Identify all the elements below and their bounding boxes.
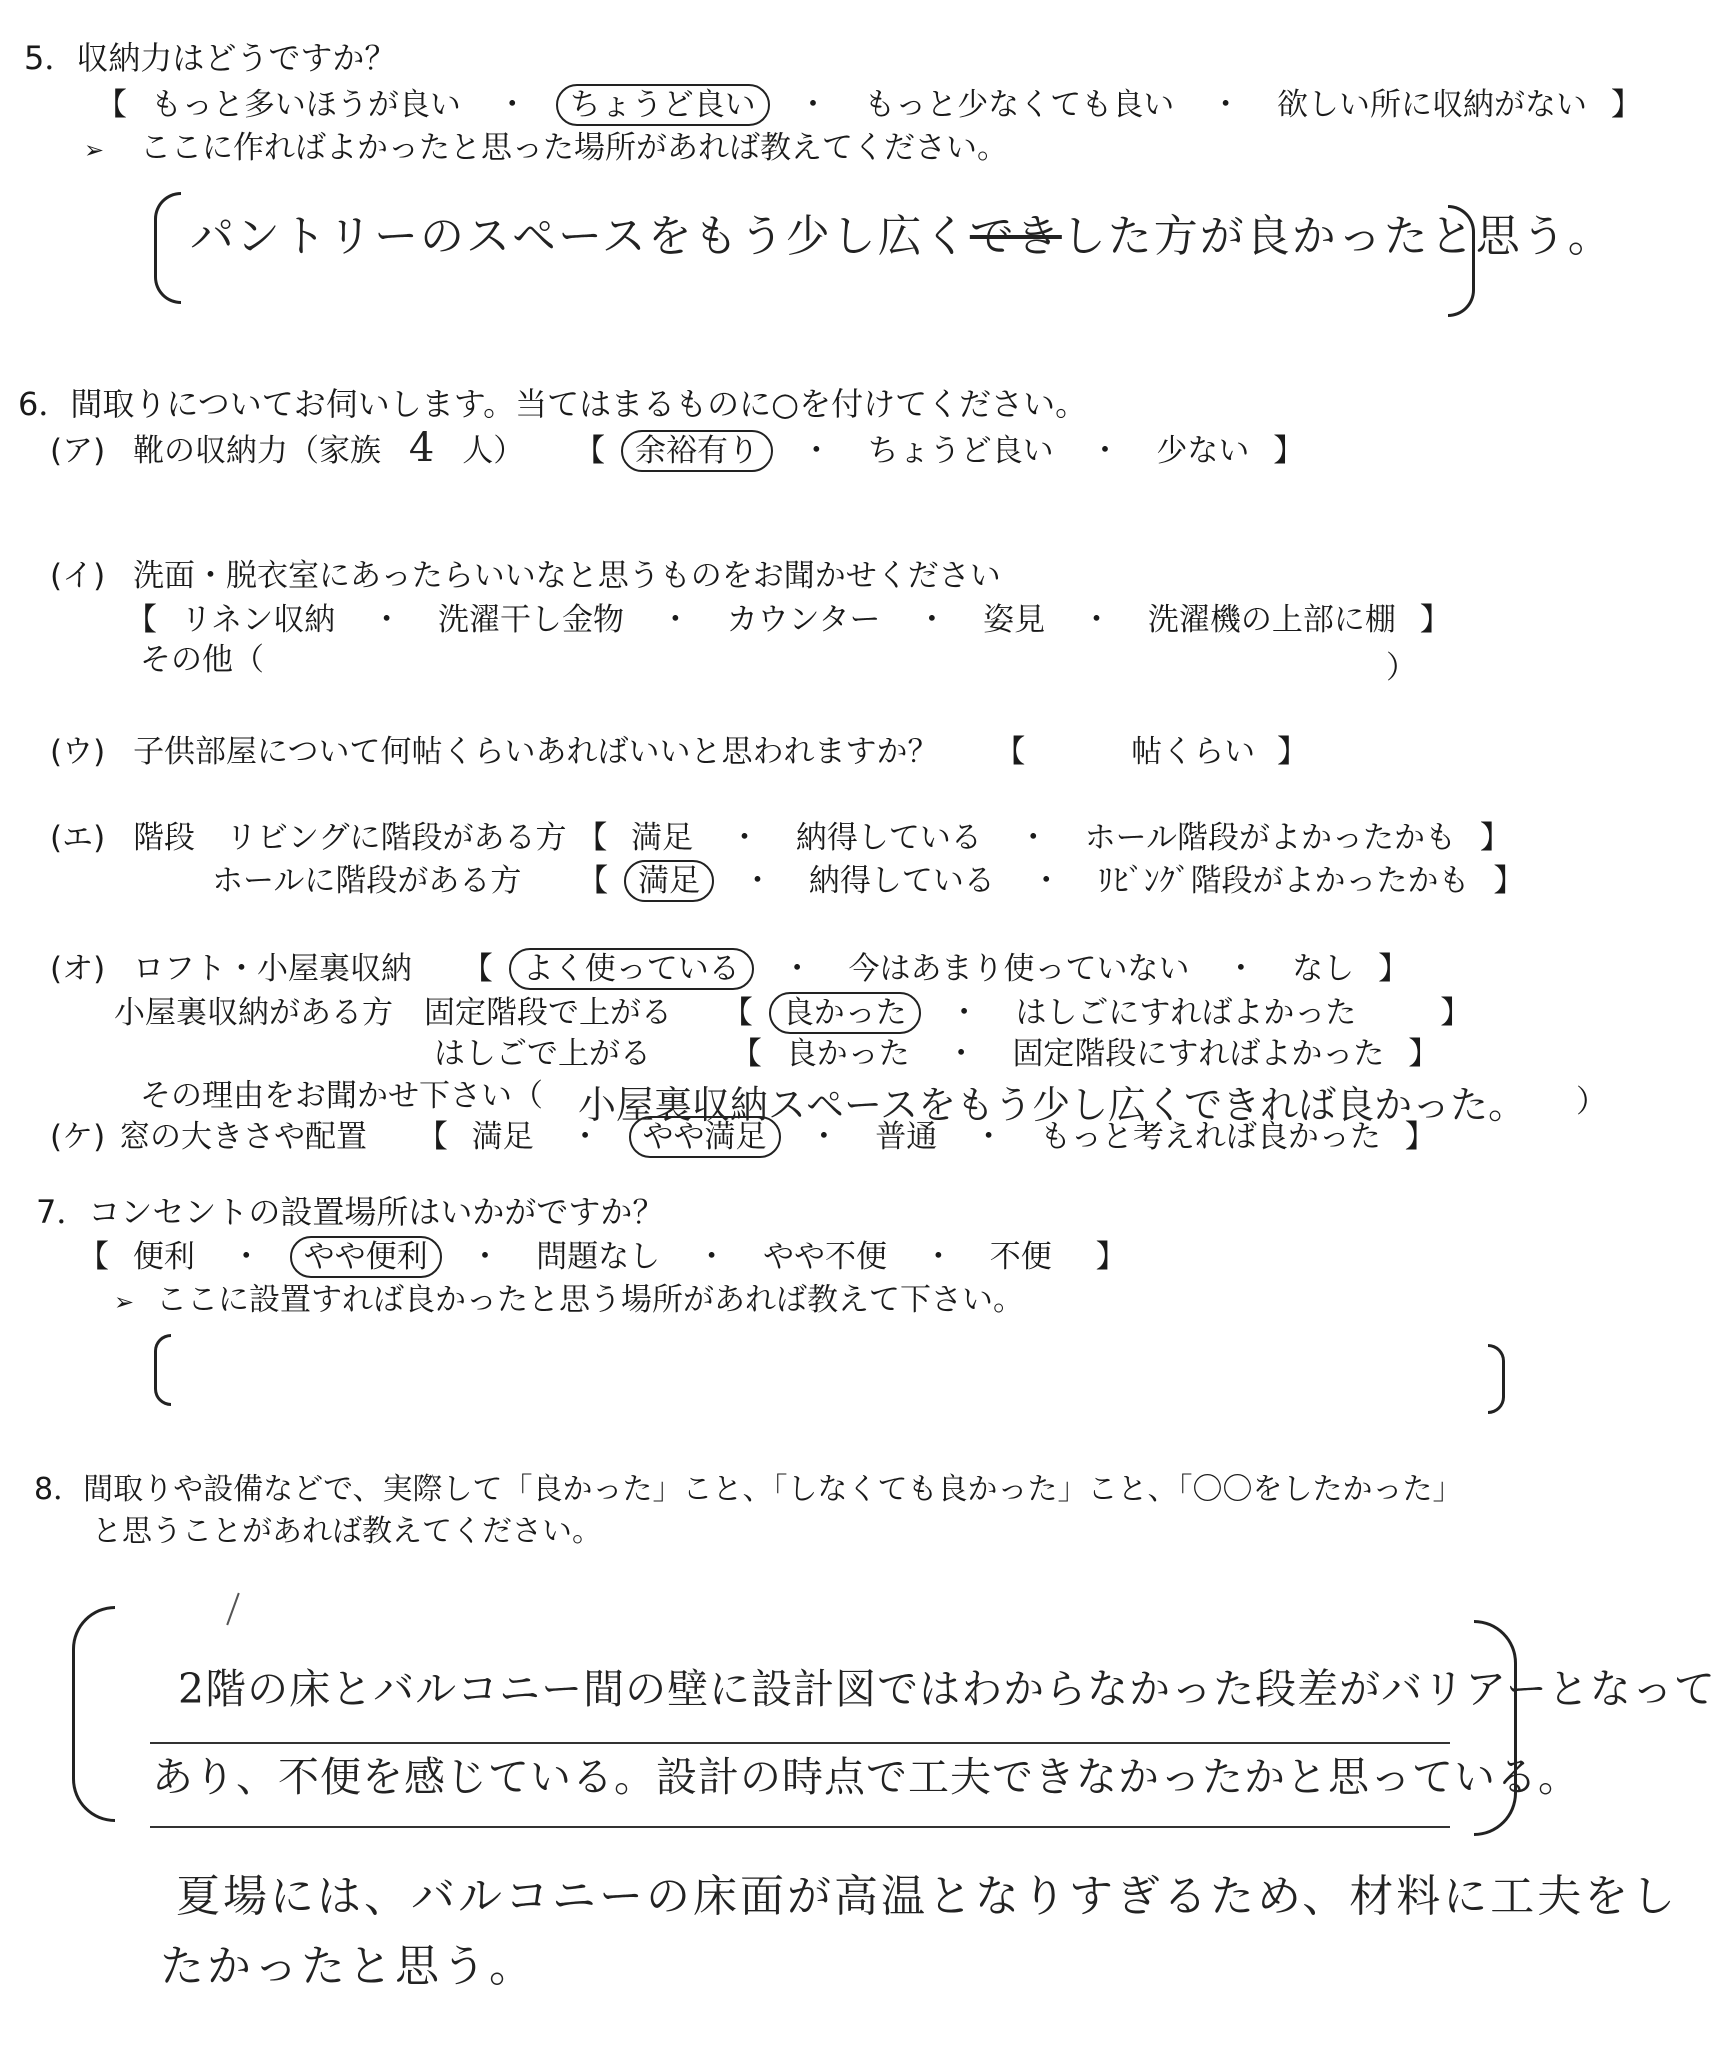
bracket-open: 【 <box>461 951 493 987</box>
q6-e-row1 <box>50 818 1511 858</box>
q6-a-label: (ア) <box>50 433 106 469</box>
q6-i-label: (イ) <box>50 558 106 594</box>
q6-o-sub1-option-ladder[interactable]: はしごにすればよかった <box>1015 995 1357 1031</box>
q5-answer-part-b: した方が良かったと思う。 <box>1061 211 1614 262</box>
q6-e-living-option-satisfied[interactable]: 満足 <box>631 820 694 856</box>
bracket-open: 【 <box>576 820 608 856</box>
q5-answer-part-a: パントリーのスペースをもう少し広く <box>190 211 970 262</box>
bracket-close: 】 <box>1273 433 1305 469</box>
q5-answer-struck: でき <box>969 211 1062 262</box>
separator-dot: ・ <box>1089 433 1121 469</box>
bracket-close: 】 <box>1610 87 1642 123</box>
q6-o-sub1-option-good-selected[interactable]: 良かった <box>769 992 921 1034</box>
bracket-open: 【 <box>574 433 606 469</box>
q6-e-living-option-hall[interactable]: ホール階段がよかったかも <box>1084 820 1456 856</box>
q6-i-other: その他（ <box>140 642 264 678</box>
q6-a-option-few[interactable]: 少ない <box>1156 433 1250 469</box>
separator-dot: ・ <box>230 1239 262 1275</box>
q7-answer-box-left[interactable] <box>154 1334 171 1406</box>
bracket-open: 【 <box>721 995 753 1031</box>
bracket-close: 】 <box>1440 995 1472 1031</box>
q5-handwritten-answer[interactable] <box>190 200 1614 264</box>
q6-o-reason-label: その理由をお聞かせ下さい（ <box>140 1078 543 1114</box>
q8-answer-line2[interactable]: あり、不便を感じている。設計の時点で工夫できなかったかと思っている。 <box>152 1753 1580 1801</box>
q5-prompt <box>84 128 1008 170</box>
q6-o-sub1 <box>114 992 1471 1034</box>
bracket-close: 】 <box>1479 820 1511 856</box>
q6-e-hall-option-living[interactable]: ﾘﾋﾞﾝｸﾞ階段がよかったかも <box>1097 863 1470 899</box>
bracket-close: 】 <box>1277 734 1309 770</box>
bracket-open: 【 <box>78 1239 109 1275</box>
q6-a-option-just-right[interactable]: ちょうど良い <box>867 433 1054 469</box>
q6-e-living-option-accept[interactable]: 納得している <box>795 820 982 856</box>
separator-dot: ・ <box>945 1036 977 1072</box>
q5-option-just-right-selected[interactable]: ちょうど良い <box>556 84 770 126</box>
q7-option-somewhat-inconvenient[interactable]: やや不便 <box>763 1239 888 1275</box>
separator-dot: ・ <box>800 433 832 469</box>
q7-options <box>78 1236 1127 1278</box>
q6-ke-label: (ケ) <box>50 1119 106 1155</box>
q6-i-text: 洗面・脱衣室にあったらいいなと思うものをお聞かせください <box>133 558 1001 594</box>
q6-o-reason-answer[interactable]: 小屋裏収納スペースをもう少し広くできれば良かった。 <box>578 1083 1527 1127</box>
q6-i-option-linen[interactable]: リネン収納 <box>180 602 336 638</box>
arrow-icon: ➢ <box>84 136 105 164</box>
q8-answer-box-left[interactable] <box>72 1606 115 1822</box>
bracket-open: 【 <box>96 87 127 123</box>
q6-o-option-none[interactable]: なし <box>1292 951 1355 987</box>
bracket-open: 【 <box>994 734 1026 770</box>
arrow-icon: ➢ <box>114 1288 135 1316</box>
q8-answer-line3[interactable]: 夏場には、バルコニーの床面が高温となりすぎるため、材料に工夫をし <box>176 1871 1679 1922</box>
q6-o-option-rarely[interactable]: 今はあまり使っていない <box>848 951 1190 987</box>
q7-option-convenient[interactable]: 便利 <box>132 1239 195 1275</box>
bracket-close: 】 <box>1378 951 1410 987</box>
bracket-close: 】 <box>1404 1119 1436 1155</box>
separator-dot: ・ <box>797 87 829 123</box>
q6-u-unit[interactable]: 帖くらい <box>1131 734 1256 770</box>
separator-dot: ・ <box>496 87 528 123</box>
q8-title-line2: と思うことがあれば教えてください。 <box>92 1514 602 1549</box>
q6-ke-row <box>50 1116 1436 1158</box>
q6-a-row <box>50 425 1305 472</box>
bracket-open: 【 <box>416 1119 448 1155</box>
q6-i-option-drying[interactable]: 洗濯干し金物 <box>437 602 624 638</box>
q5-answer-box-left <box>154 192 181 304</box>
separator-dot: ・ <box>741 863 773 899</box>
separator-dot: ・ <box>922 1239 954 1275</box>
separator-dot: ・ <box>948 995 980 1031</box>
q6-i-option-shelf[interactable]: 洗濯機の上部に棚 <box>1147 602 1396 638</box>
bracket-close: 】 <box>1419 602 1451 638</box>
q7-prompt <box>114 1280 1024 1322</box>
q6-o-sub2-text: はしごで上がる <box>434 1036 651 1072</box>
q6-a-family-count[interactable]: 4 <box>408 425 435 471</box>
q6-o-sub1-text: 小屋裏収納がある方 固定階段で上がる <box>114 995 672 1031</box>
q6-o-text: ロフト・小屋裏収納 <box>133 951 413 987</box>
q6-a-option-ample-selected[interactable]: 余裕有り <box>621 430 773 472</box>
answer-underline <box>150 1826 1450 1828</box>
q8-answer-line1[interactable]: 2階の床とバルコニー間の壁に設計図ではわからなかった段差がバリアーとなって <box>178 1665 1716 1713</box>
separator-dot: ・ <box>781 951 813 987</box>
separator-dot: ・ <box>729 820 761 856</box>
bracket-open: 【 <box>126 602 157 638</box>
q8-answer-box-right <box>1474 1620 1517 1836</box>
q5-title: 5．収納力はどうですか？ <box>24 39 397 77</box>
q5-option-less[interactable]: もっと少なくても良い <box>864 87 1175 123</box>
q6-title: 6．間取りについてお伺いします。当てはまるものに○を付けてください。 <box>18 385 1088 423</box>
q6-ke-option-think-more[interactable]: もっと考えれば良かった <box>1039 1119 1381 1155</box>
q7-title: 7．コンセントの設置場所はいかがですか？ <box>36 1193 665 1231</box>
q7-option-inconvenient[interactable]: 不便 <box>989 1239 1052 1275</box>
q6-ke-text: 窓の大きさや配置 <box>119 1119 368 1155</box>
q6-e-text2: ホールに階段がある方 <box>212 863 522 899</box>
q6-ke-option-normal[interactable]: 普通 <box>875 1119 938 1155</box>
q7-answer-box-right <box>1488 1344 1505 1414</box>
q6-o-sub2 <box>434 1034 1439 1074</box>
q6-o-sub2-option-fixed[interactable]: 固定階段にすればよかった <box>1012 1036 1385 1072</box>
q6-e-hall-option-satisfied-selected[interactable]: 満足 <box>624 860 714 902</box>
bracket-close: 】 <box>1095 1239 1127 1275</box>
separator-dot: ・ <box>1017 820 1049 856</box>
q6-o-sub2-option-good[interactable]: 良かった <box>785 1036 910 1072</box>
separator-dot: ・ <box>1030 863 1062 899</box>
separator-dot: ・ <box>1225 951 1257 987</box>
separator-dot: ・ <box>1081 602 1113 638</box>
q6-i-other-close: ） <box>1386 650 1417 686</box>
pen-mark <box>226 1593 240 1626</box>
q6-i-options <box>126 600 1451 640</box>
q6-a-unit: 人） <box>462 433 525 469</box>
q6-e-text1: 階段 リビングに階段がある方 <box>133 820 567 856</box>
q6-e-label: (エ) <box>50 820 106 856</box>
separator-dot: ・ <box>469 1239 501 1275</box>
q6-o-label: (オ) <box>50 951 106 987</box>
separator-dot: ・ <box>659 602 691 638</box>
q6-i-option-mirror[interactable]: 姿見 <box>983 602 1046 638</box>
q7-option-somewhat-convenient-selected[interactable]: やや便利 <box>290 1236 442 1278</box>
q6-e-row2 <box>212 860 1524 902</box>
q5-options <box>96 84 1642 126</box>
q7-prompt-text: ここに設置すれば良かったと思う場所があれば教えて下さい。 <box>155 1282 1024 1318</box>
bracket-close: 】 <box>1493 863 1525 899</box>
q6-e-hall-option-accept[interactable]: 納得している <box>808 863 995 899</box>
q6-ke-option-somewhat-selected[interactable]: やや満足 <box>629 1116 781 1158</box>
separator-dot: ・ <box>1210 87 1242 123</box>
q7-option-no-problem[interactable]: 問題なし <box>536 1239 661 1275</box>
q6-i-option-counter[interactable]: カウンター <box>726 602 881 638</box>
separator-dot: ・ <box>973 1119 1005 1155</box>
bleed-through-1 <box>1300 150 1326 187</box>
separator-dot: ・ <box>371 602 403 638</box>
q6-a-text: 靴の収納力（家族 <box>133 433 382 469</box>
q6-i-row <box>50 556 1001 596</box>
separator-dot: ・ <box>916 602 948 638</box>
separator-dot: ・ <box>696 1239 728 1275</box>
separator-dot: ・ <box>808 1119 840 1155</box>
bracket-close: 】 <box>1408 1036 1440 1072</box>
q8-title-line1: 8．間取りや設備などで、実際して「良かった」こと、「しなくても良かった」こと、「〇〇をしたかった」 <box>34 1472 1463 1507</box>
q6-o-reason-close: ） <box>1576 1084 1607 1120</box>
q5-option-more[interactable]: もっと多いほうが良い <box>150 87 461 123</box>
bracket-open: 【 <box>577 863 609 899</box>
separator-dot: ・ <box>569 1119 601 1155</box>
q8-answer-line4[interactable]: たかったと思う。 <box>160 1941 536 1992</box>
q6-o-option-often-selected[interactable]: よく使っている <box>509 948 754 990</box>
q6-u-text: 子供部屋について何帖くらいあればいいと思われますか？ <box>133 734 939 770</box>
q6-u-row <box>50 732 1308 772</box>
q6-u-label: (ウ) <box>50 734 106 770</box>
bracket-open: 【 <box>730 1036 762 1072</box>
q5-option-missing[interactable]: 欲しい所に収納がない <box>1277 87 1588 123</box>
q5-prompt-text: ここに作ればよかったと思った場所があれば教えてください。 <box>139 130 1008 166</box>
q6-o-row <box>50 948 1409 990</box>
q6-ke-option-satisfied[interactable]: 満足 <box>471 1119 534 1155</box>
